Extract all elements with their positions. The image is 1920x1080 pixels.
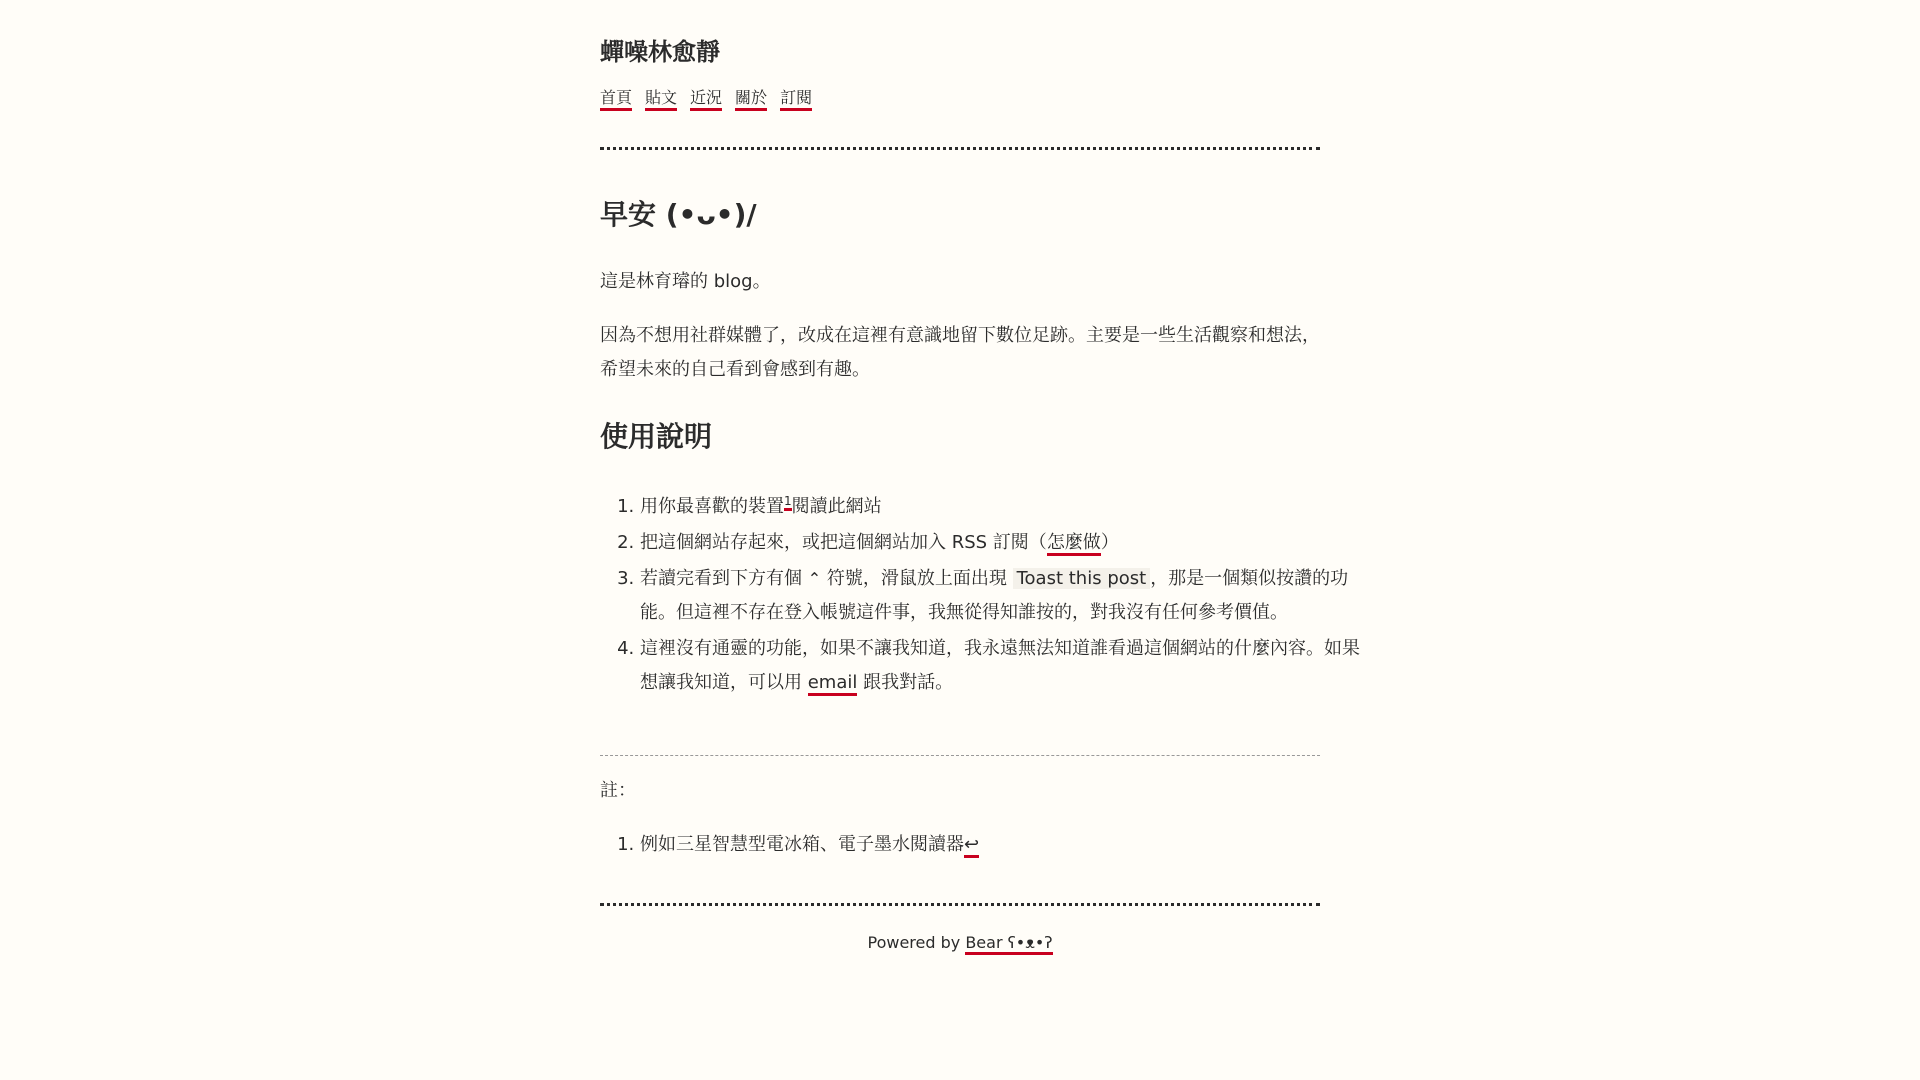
toast-code: Toast this post [1013,568,1151,589]
footer-prefix: Powered by [867,933,961,952]
list-item [640,828,1360,862]
list-item [640,526,1360,560]
usage-list [600,490,1360,702]
email-link[interactable]: email [808,672,858,696]
usage-1-text-after: 閱讀此網站 [791,496,882,517]
main-nav [600,86,825,110]
usage-2-text: 把這個網站存起來，或把這個網站加入 RSS 訂閱（ [640,532,1047,553]
footer [600,932,1320,954]
usage-3-text: 若讀完看到下方有個 [640,568,802,589]
footnotes-list [600,828,1360,864]
usage-3-text-after: ，那是一個類似按讚的功能。但這裡不存在登入帳號這件事，我無從得知誰按的，對我沒有任何參考價值。 [640,568,1349,623]
notes-label: 註： [600,780,636,801]
nav-item-posts[interactable]: 貼文 [645,88,677,111]
nav-item-home[interactable]: 首頁 [600,88,632,111]
list-item [640,490,1360,524]
footnote-1-text: 例如三星智慧型電冰箱、電子墨水閱讀器 [640,834,964,855]
footer-divider [600,903,1320,906]
usage-4-text: 這裡沒有通靈的功能，如果不讓我知道，我永遠無法知道誰看過這個網站的什麼內容。如果想讓我知道，可以用 [640,638,1360,693]
usage-4-text-after: 跟我對話。 [863,672,954,693]
site-title: 蟬噪林愈靜 [600,38,720,66]
intro-text: 這是林育璿的 blog。 [600,271,771,292]
usage-heading: 使用說明 [600,420,713,453]
upvote-icon: ⌃ [807,569,822,588]
list-item [640,632,1360,700]
nav-item-now[interactable]: 近況 [690,88,722,111]
footnotes-divider [600,755,1320,756]
header-divider [600,147,1320,150]
nav-item-about[interactable]: 關於 [735,88,767,111]
bear-link[interactable]: Bear ʕ•ᴥ•ʔ [965,933,1052,955]
nav-item-subscribe[interactable]: 訂閱 [780,88,812,111]
usage-3-text-middle: 符號，滑鼠放上面出現 [826,568,1007,589]
description-text: 因為不想用社群媒體了，改成在這裡有意識地留下數位足跡。主要是一些生活觀察和想法，希望未來的自己看到會感到有趣。 [600,325,1320,380]
footnote-ref-link[interactable]: 1 [784,494,792,511]
list-item [640,562,1360,630]
usage-1-text: 用你最喜歡的裝置 [640,496,784,517]
how-to-link[interactable]: 怎麼做 [1047,532,1101,556]
usage-2-text-after: ） [1100,532,1119,553]
footnote-backref-link[interactable]: ↩ [964,834,979,858]
greeting-heading: 早安 (•ᴗ•)/ [600,198,757,231]
